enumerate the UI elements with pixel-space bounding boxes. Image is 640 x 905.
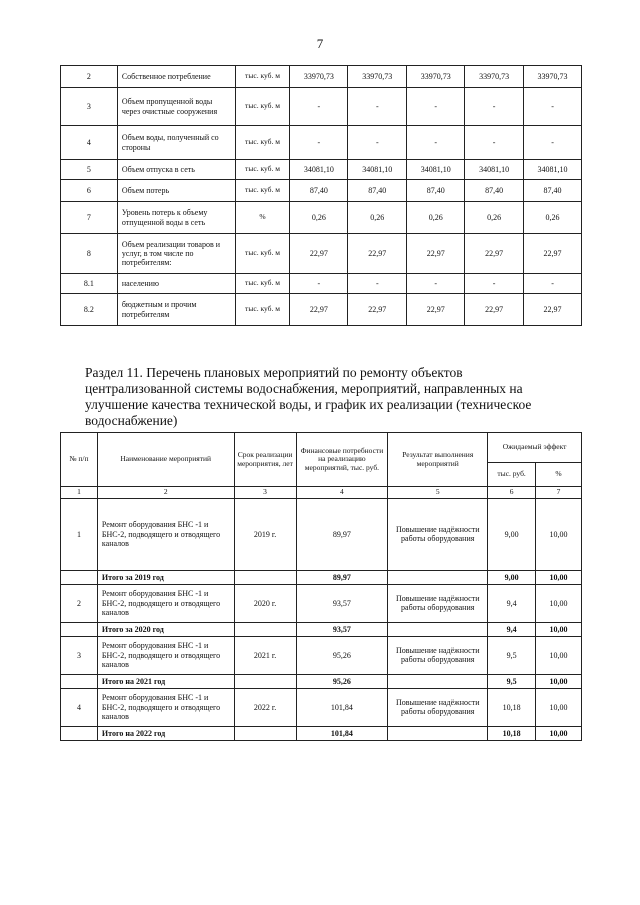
- table-row: [61, 88, 582, 126]
- measure-name: Ремонт оборудования БНС -1 и БНС-2, подводящего и отводящего каналов: [97, 688, 234, 726]
- total-row: [61, 726, 582, 740]
- value-cell: -: [465, 274, 524, 294]
- table-row: [61, 202, 582, 234]
- table-row: [61, 160, 582, 180]
- unit: тыс. куб. м: [235, 88, 290, 126]
- table-row: [61, 636, 582, 674]
- indicator-name: населению: [117, 274, 235, 294]
- indicator-name: Объем реализации товаров и услуг, в том числе по потребителям:: [117, 234, 235, 274]
- finance-value: 95,26: [296, 636, 388, 674]
- value-cell: 34081,10: [348, 160, 407, 180]
- measures-table: [60, 432, 582, 741]
- term: [234, 570, 296, 584]
- measure-name: Ремонт оборудования БНС -1 и БНС-2, подводящего и отводящего каналов: [97, 498, 234, 570]
- row-number: 2: [61, 584, 98, 622]
- total-label: Итого за 2020 год: [97, 622, 234, 636]
- value-cell: -: [290, 274, 348, 294]
- finance-value: 95,26: [296, 674, 388, 688]
- indicator-name: Уровень потерь к объему отпущенной воды в сеть: [117, 202, 235, 234]
- unit: тыс. куб. м: [235, 294, 290, 326]
- value-cell: 34081,10: [290, 160, 348, 180]
- result: Повышение надёжности работы оборудования: [388, 584, 488, 622]
- total-label: Итого на 2022 год: [97, 726, 234, 740]
- value-cell: 87,40: [524, 180, 582, 202]
- value-cell: -: [407, 126, 465, 160]
- value-cell: -: [524, 88, 582, 126]
- effect-pct: 10,00: [536, 636, 582, 674]
- page-number: 7: [316, 36, 324, 51]
- result: Повышение надёжности работы оборудования: [388, 636, 488, 674]
- unit: тыс. куб. м: [235, 66, 290, 88]
- header-effect-pct: %: [536, 463, 582, 487]
- finance-value: 89,97: [296, 570, 388, 584]
- row-number: 6: [61, 180, 118, 202]
- result: Повышение надёжности работы оборудования: [388, 498, 488, 570]
- effect-pct: 10,00: [536, 726, 582, 740]
- term: 2022 г.: [234, 688, 296, 726]
- row-number: 8.1: [61, 274, 118, 294]
- value-cell: 0,26: [290, 202, 348, 234]
- total-row: [61, 674, 582, 688]
- column-number: 1: [61, 487, 98, 499]
- value-cell: -: [290, 126, 348, 160]
- column-number: 3: [234, 487, 296, 499]
- value-cell: 22,97: [407, 294, 465, 326]
- value-cell: 33970,73: [348, 66, 407, 88]
- effect-rub: 10,18: [488, 688, 536, 726]
- header-num: № п/п: [61, 433, 98, 487]
- indicator-name: Объем воды, полученный со стороны: [117, 126, 235, 160]
- effect-rub: 9,00: [488, 570, 536, 584]
- row-number: [61, 726, 98, 740]
- value-cell: 34081,10: [407, 160, 465, 180]
- section-title-line: Раздел 11. Перечень плановых мероприятий по ремонту объектов: [85, 365, 463, 380]
- result: [388, 674, 488, 688]
- value-cell: 0,26: [465, 202, 524, 234]
- effect-pct: 10,00: [536, 674, 582, 688]
- effect-pct: 10,00: [536, 498, 582, 570]
- column-number: 6: [488, 487, 536, 499]
- value-cell: 87,40: [348, 180, 407, 202]
- row-number: [61, 570, 98, 584]
- finance-value: 89,97: [296, 498, 388, 570]
- indicator-name: Собственное потребление: [117, 66, 235, 88]
- column-number: 2: [97, 487, 234, 499]
- term: 2021 г.: [234, 636, 296, 674]
- effect-rub: 9,5: [488, 636, 536, 674]
- value-cell: -: [407, 88, 465, 126]
- value-cell: -: [348, 88, 407, 126]
- row-number: 2: [61, 66, 118, 88]
- row-number: 4: [61, 688, 98, 726]
- row-number: 1: [61, 498, 98, 570]
- effect-pct: 10,00: [536, 570, 582, 584]
- table-row: [61, 688, 582, 726]
- table-row: [61, 234, 582, 274]
- row-number: 3: [61, 88, 118, 126]
- indicator-name: Объем отпуска в сеть: [117, 160, 235, 180]
- value-cell: -: [465, 88, 524, 126]
- effect-rub: 10,18: [488, 726, 536, 740]
- indicator-name: Объем потерь: [117, 180, 235, 202]
- value-cell: 22,97: [524, 294, 582, 326]
- value-cell: 33970,73: [290, 66, 348, 88]
- value-cell: 0,26: [348, 202, 407, 234]
- unit: тыс. куб. м: [235, 160, 290, 180]
- row-number: 3: [61, 636, 98, 674]
- term: 2019 г.: [234, 498, 296, 570]
- finance-value: 93,57: [296, 584, 388, 622]
- value-cell: 33970,73: [465, 66, 524, 88]
- unit: тыс. куб. м: [235, 234, 290, 274]
- finance-value: 93,57: [296, 622, 388, 636]
- effect-rub: 9,5: [488, 674, 536, 688]
- row-number: 5: [61, 160, 118, 180]
- table-row: [61, 66, 582, 88]
- effect-rub: 9,4: [488, 622, 536, 636]
- result: [388, 570, 488, 584]
- value-cell: 22,97: [290, 234, 348, 274]
- term: [234, 674, 296, 688]
- header-name: Наименование мероприятий: [97, 433, 234, 487]
- unit: тыс. куб. м: [235, 274, 290, 294]
- table-row: [61, 274, 582, 294]
- unit: тыс. куб. м: [235, 126, 290, 160]
- unit: %: [235, 202, 290, 234]
- header-term: Срок реализации мероприятия, лет: [234, 433, 296, 487]
- value-cell: 34081,10: [524, 160, 582, 180]
- section-title-line: водоснабжение): [85, 413, 178, 428]
- table-row: [61, 294, 582, 326]
- header-effect: Ожидаемый эффект: [488, 433, 582, 463]
- value-cell: 34081,10: [465, 160, 524, 180]
- effect-pct: 10,00: [536, 688, 582, 726]
- value-cell: 0,26: [524, 202, 582, 234]
- effect-pct: 10,00: [536, 622, 582, 636]
- column-number: 7: [536, 487, 582, 499]
- value-cell: -: [524, 126, 582, 160]
- total-row: [61, 622, 582, 636]
- value-cell: -: [290, 88, 348, 126]
- table-row: [61, 584, 582, 622]
- section-title-line: централизованной системы водоснабжения, мероприятий, направленных на: [85, 381, 523, 396]
- water-balance-table: [60, 65, 582, 326]
- value-cell: -: [465, 126, 524, 160]
- total-label: Итого за 2019 год: [97, 570, 234, 584]
- header-finance: Финансовые потребности на реализацию мероприятий, тыс. руб.: [296, 433, 388, 487]
- term: [234, 622, 296, 636]
- value-cell: 22,97: [407, 234, 465, 274]
- row-number: 8.2: [61, 294, 118, 326]
- table-row: [61, 498, 582, 570]
- value-cell: 22,97: [524, 234, 582, 274]
- value-cell: 22,97: [465, 234, 524, 274]
- section-title-line: улучшение качества технической воды, и график их реализации (техническое: [85, 397, 532, 412]
- indicator-name: Объем пропущенной воды через очистные сооружения: [117, 88, 235, 126]
- term: 2020 г.: [234, 584, 296, 622]
- row-number: [61, 622, 98, 636]
- table-row: [61, 126, 582, 160]
- finance-value: 101,84: [296, 726, 388, 740]
- effect-rub: 9,4: [488, 584, 536, 622]
- section-title: [85, 365, 585, 429]
- value-cell: 22,97: [348, 294, 407, 326]
- term: [234, 726, 296, 740]
- column-number: 5: [388, 487, 488, 499]
- header-effect-rub: тыс. руб.: [488, 463, 536, 487]
- result: Повышение надёжности работы оборудования: [388, 688, 488, 726]
- value-cell: 22,97: [290, 294, 348, 326]
- row-number: [61, 674, 98, 688]
- value-cell: 87,40: [465, 180, 524, 202]
- column-number: 4: [296, 487, 388, 499]
- value-cell: 22,97: [348, 234, 407, 274]
- finance-value: 101,84: [296, 688, 388, 726]
- unit: тыс. куб. м: [235, 180, 290, 202]
- measure-name: Ремонт оборудования БНС -1 и БНС-2, подводящего и отводящего каналов: [97, 636, 234, 674]
- value-cell: 87,40: [407, 180, 465, 202]
- value-cell: 33970,73: [524, 66, 582, 88]
- indicator-name: бюджетным и прочим потребителям: [117, 294, 235, 326]
- value-cell: -: [407, 274, 465, 294]
- value-cell: -: [348, 126, 407, 160]
- measure-name: Ремонт оборудования БНС -1 и БНС-2, подводящего и отводящего каналов: [97, 584, 234, 622]
- effect-pct: 10,00: [536, 584, 582, 622]
- total-label: Итого на 2021 год: [97, 674, 234, 688]
- result: [388, 726, 488, 740]
- row-number: 4: [61, 126, 118, 160]
- value-cell: 87,40: [290, 180, 348, 202]
- value-cell: -: [348, 274, 407, 294]
- value-cell: 33970,73: [407, 66, 465, 88]
- row-number: 7: [61, 202, 118, 234]
- row-number: 8: [61, 234, 118, 274]
- table-row: [61, 180, 582, 202]
- value-cell: 22,97: [465, 294, 524, 326]
- result: [388, 622, 488, 636]
- effect-rub: 9,00: [488, 498, 536, 570]
- value-cell: -: [524, 274, 582, 294]
- header-result: Результат выполнения мероприятий: [388, 433, 488, 487]
- total-row: [61, 570, 582, 584]
- value-cell: 0,26: [407, 202, 465, 234]
